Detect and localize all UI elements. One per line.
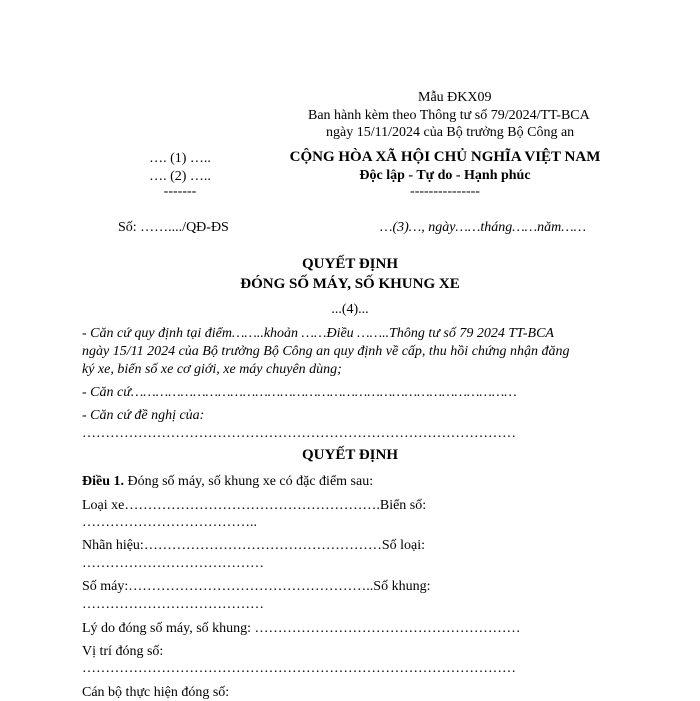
basis-3-dots: ………………………………………………………………………………… bbox=[82, 426, 516, 441]
motto-rule: --------------- bbox=[410, 184, 480, 199]
field-location-dots: ………………………………………………………………………………… bbox=[82, 661, 516, 676]
place-date: …(3)…, ngày……tháng……năm…… bbox=[380, 220, 587, 235]
agency-rule: ------- bbox=[163, 184, 197, 199]
field-engine-number: Số máy:……………………………………………..Số khung: bbox=[82, 579, 431, 594]
decision-subtitle: ĐÓNG SỐ MÁY, SỐ KHUNG XE bbox=[240, 276, 460, 292]
form-issued-date: ngày 15/11/2024 của Bộ trưởng Bộ Công an bbox=[326, 125, 575, 140]
basis-1-line-3: ký xe, biển số xe cơ giới, xe máy chuyên dùng; bbox=[82, 362, 342, 377]
basis-2: - Căn cứ………………………………………………………………………………… bbox=[82, 385, 517, 400]
field-brand-dots: ………………………………… bbox=[82, 556, 264, 571]
field-vehicle-type-dots: ……………………………….. bbox=[82, 515, 257, 530]
field-brand: Nhãn hiệu:……………………………………………Số loại: bbox=[82, 538, 425, 553]
national-title: CỘNG HÒA XÃ HỘI CHỦ NGHĨA VIỆT NAM bbox=[289, 149, 601, 165]
article-1-label: Điều 1. bbox=[82, 474, 124, 489]
decision-title: QUYẾT ĐỊNH bbox=[302, 256, 398, 272]
agency-line-1: …. (1) ….. bbox=[149, 151, 211, 166]
field-location: Vị trí đóng số: bbox=[82, 644, 164, 659]
field-reason: Lý do đóng số máy, số khung: ………………………………………………… bbox=[82, 621, 521, 636]
field-vehicle-type: Loại xe……………………………………………….Biển số: bbox=[82, 498, 427, 513]
document-number: Số: ……..../QĐ-ĐS bbox=[118, 220, 229, 235]
basis-1-line-1: - Căn cứ quy định tại điểm……..khoản ……Điều ……..Thông tư số 79 2024 TT-BCA bbox=[82, 326, 554, 341]
article-1-text: Đóng số máy, số khung xe có đặc điểm sau: bbox=[124, 474, 374, 489]
form-issued-with: Ban hành kèm theo Thông tư số 79/2024/TT-BCA bbox=[308, 108, 590, 123]
form-code: Mẫu ĐKX09 bbox=[418, 90, 492, 105]
basis-3: - Căn cứ đề nghị của: bbox=[82, 408, 205, 423]
article-1 bbox=[82, 473, 373, 490]
basis-1-line-2: ngày 15/11 2024 của Bộ trưởng Bộ Công an quy định về cấp, thu hồi chứng nhận đăng bbox=[82, 344, 570, 359]
national-motto: Độc lập - Tự do - Hạnh phúc bbox=[359, 168, 531, 183]
decision-heading: QUYẾT ĐỊNH bbox=[302, 447, 398, 463]
field-engine-number-dots: ………………………………… bbox=[82, 597, 264, 612]
agency-line-2: …. (2) ….. bbox=[149, 169, 211, 184]
issuing-authority: ...(4)... bbox=[331, 302, 369, 317]
field-officer: Cán bộ thực hiện đóng số: bbox=[82, 685, 230, 700]
